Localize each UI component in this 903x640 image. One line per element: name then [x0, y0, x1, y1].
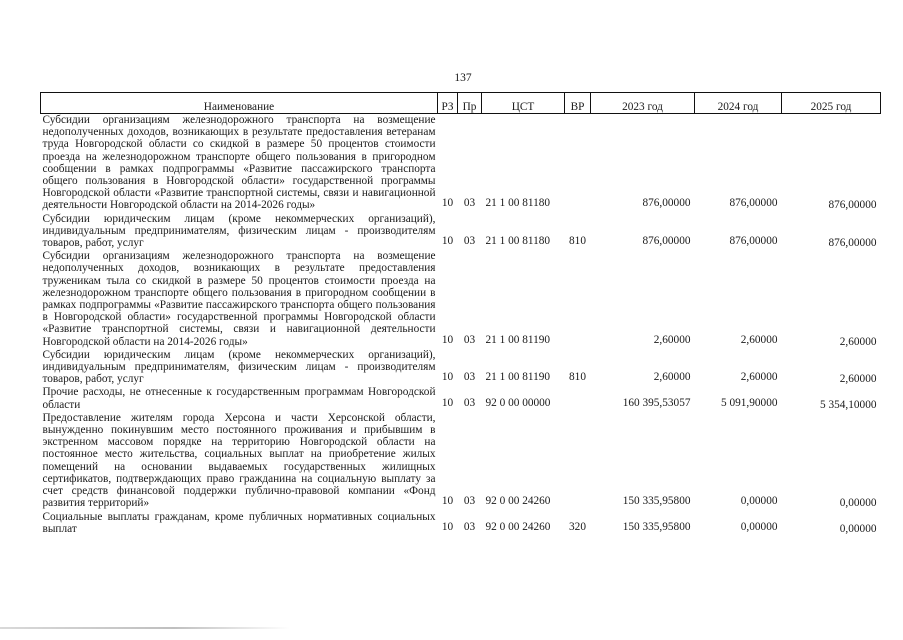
row-2024: 0,00000 [740, 495, 778, 508]
row-pr: 03 [463, 197, 476, 210]
row-vr [565, 114, 591, 213]
row-name: Прочие расходы, не отнесенные к государственным программам Новгородской области [42, 386, 436, 411]
table-row [41, 250, 881, 349]
row-2023: 160 395,53057 [622, 396, 691, 409]
row-name: Субсидии организациям железнодорожного транспорта на возмещение недополученных доходов, возникающих в результате предоставления ветеранам труда Новгородской области со скидкой в размере 50 процентов стоимости проезда на железнодорожном транспорте общего пользования в пригородном сообщении в рамках подпрограммы «Развитие пассажирского транспорта общего пользования в Новгородской области» государственной программы Новгородской области «Развитие транспортной системы, связи и навигационной деятельности Новгородской области на 2014-2026 годы» [42, 114, 436, 212]
row-2024: 2,60000 [740, 371, 778, 384]
row-rz: 10 [441, 235, 454, 248]
row-2024: 5 091,90000 [721, 396, 778, 409]
row-2025: 5 354,10000 [820, 398, 877, 411]
header-rz: РЗ [438, 93, 458, 114]
row-rz: 10 [441, 495, 454, 508]
row-2023: 150 335,95800 [622, 520, 691, 533]
row-pr: 03 [463, 396, 476, 409]
row-name: Предоставление жителям города Херсона и части Херсонской области, вынужденно покинувшим место постоянного проживания и прибывшим в экстренном массовом порядке на территорию Новгородской области на постоянное место жительства, социальных выплат на приобретение жилых помещений на основании выдаваемых государственных жилищных сертификатов, подтверждающих право гражданина на социальную выплату за счет средств финансовой поддержки публично-правовой компании «Фонд развития территорий» [42, 411, 436, 510]
row-vr [565, 412, 591, 511]
row-2023: 150 335,95800 [622, 495, 691, 508]
header-cst: ЦСТ [482, 93, 565, 114]
table-row [41, 511, 881, 536]
table-row [41, 386, 881, 411]
scan-edge-line [0, 627, 290, 629]
row-2023: 2,60000 [653, 333, 691, 346]
row-name: Субсидии юридическим лицам (кроме некоммерческих организаций), индивидуальным предпринимателям, физическим лицам - производителям товаров, работ, услуг [42, 212, 436, 250]
row-pr: 03 [463, 520, 476, 533]
budget-table [40, 92, 881, 536]
row-2025: 2,60000 [839, 373, 877, 386]
row-2025: 0,00000 [839, 497, 877, 510]
row-vr: 320 [569, 520, 586, 533]
row-2023: 876,00000 [642, 235, 691, 248]
row-2025: 2,60000 [839, 335, 877, 348]
row-2024: 2,60000 [740, 333, 778, 346]
row-name: Субсидии юридическим лицам (кроме некоммерческих организаций), индивидуальным предпринимателям, физическим лицам - производителям товаров, работ, услуг [42, 348, 436, 386]
row-name: Субсидии организациям железнодорожного транспорта на возмещение недополученных доходов, возникающих в результате предоставления труженикам тыла со скидкой в размере 50 процентов стоимости проезда на железнодорожном транспорте общего пользования в пригородном сообщении в рамках подпрограммы «Развитие пассажирского транспорта общего пользования в Новгородской области» государственной программы Новгородской области «Развитие транспортной системы, связи и навигационной деятельности Новгородской области на 2014-2026 годы» [42, 250, 436, 348]
row-vr: 810 [569, 235, 586, 248]
row-rz: 10 [441, 520, 454, 533]
row-cst: 92 0 00 24260 [485, 520, 551, 533]
row-cst: 21 1 00 81190 [485, 371, 551, 384]
table-row [41, 349, 881, 387]
row-2023: 876,00000 [642, 197, 691, 210]
header-pr: Пр [458, 93, 482, 114]
header-2024: 2024 год [695, 93, 782, 114]
row-vr [565, 250, 591, 349]
row-2025: 876,00000 [828, 199, 877, 212]
row-2024: 0,00000 [740, 520, 778, 533]
row-name: Социальные выплаты гражданам, кроме публичных нормативных социальных выплат [42, 510, 436, 535]
row-rz: 10 [441, 396, 454, 409]
row-2024: 876,00000 [729, 197, 778, 210]
header-2023: 2023 год [591, 93, 695, 114]
row-pr: 03 [463, 495, 476, 508]
row-2024: 876,00000 [729, 235, 778, 248]
row-cst: 21 1 00 81190 [485, 333, 551, 346]
row-cst: 21 1 00 81180 [485, 197, 551, 210]
row-2023: 2,60000 [653, 371, 691, 384]
page-number: 137 [454, 72, 472, 84]
row-vr [565, 386, 591, 411]
row-rz: 10 [441, 197, 454, 210]
row-pr: 03 [463, 371, 476, 384]
table-row [41, 213, 881, 251]
row-pr: 03 [463, 235, 476, 248]
header-2025: 2025 год [782, 93, 881, 114]
row-cst: 92 0 00 24260 [485, 495, 551, 508]
table-header-row [41, 93, 881, 114]
table-row [41, 412, 881, 511]
row-pr: 03 [463, 333, 476, 346]
row-rz: 10 [441, 333, 454, 346]
header-name: Наименование [41, 93, 438, 114]
row-vr: 810 [569, 371, 586, 384]
row-cst: 21 1 00 81180 [485, 235, 551, 248]
table-row [41, 114, 881, 213]
row-rz: 10 [441, 371, 454, 384]
row-2025: 0,00000 [839, 522, 877, 535]
row-2025: 876,00000 [828, 237, 877, 250]
row-cst: 92 0 00 00000 [485, 396, 551, 409]
header-vr: ВР [565, 93, 591, 114]
